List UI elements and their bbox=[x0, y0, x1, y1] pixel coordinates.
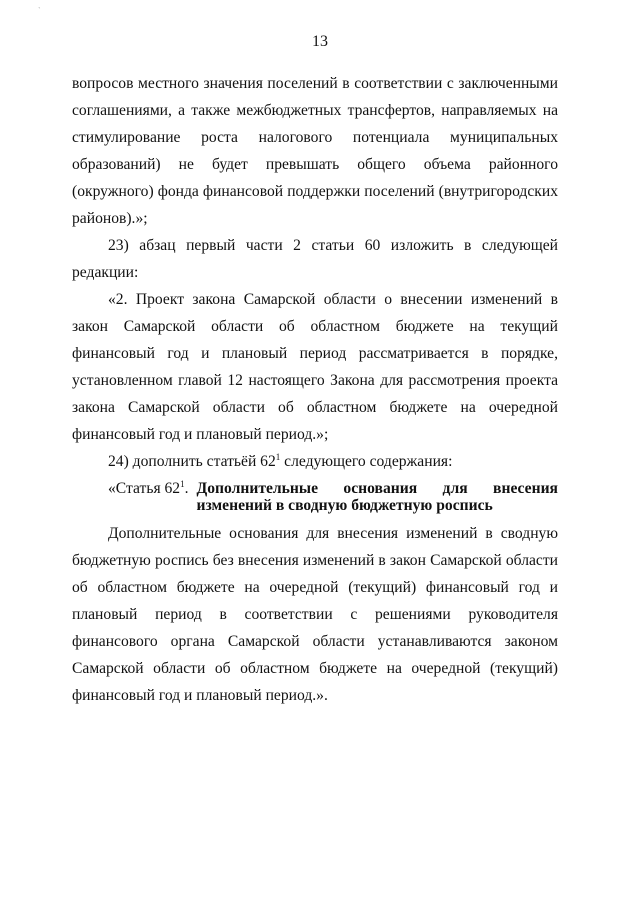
paragraph-quoted-part-2: «2. Проект закона Самарской области о внесении изменений в закон Самарской области об областном бюджете на текущий финансовый год и плановый период рассматривается в порядке, установленном главой 12 настоящего Закона для рассмотрения проекта закона Самарской области об областном бюджете на очередной финансовый год и плановый период.»; bbox=[72, 291, 558, 443]
article-label-text: «Статья 62 bbox=[108, 480, 181, 497]
paragraph-item-24 bbox=[72, 448, 558, 475]
article-label-superscript: 1 bbox=[180, 479, 185, 489]
paragraph-continuation: вопросов местного значения поселений в соответствии с заключенными соглашениями, а также межбюджетных трансфертов, направляемых на стимулирование роста налогового потенциала муниципальных образований) не будет превышать общего объема районного (окружного) фонда финансовой поддержки поселений (внутригородских районов).»; bbox=[72, 75, 558, 227]
item-24-superscript: 1 bbox=[275, 452, 281, 462]
article-heading bbox=[72, 475, 558, 514]
page-number: 13 bbox=[312, 33, 328, 50]
article-label bbox=[72, 475, 189, 514]
item-24-text-end: следующего содержания: bbox=[280, 453, 453, 470]
article-label-dot: . bbox=[184, 480, 189, 497]
paragraph-article-body: Дополнительные основания для внесения изменений в сводную бюджетную роспись без внесения изменений в закон Самарской области об областном бюджете на очередной (текущий) финансовый год и плановый период в соответствии с решениями руководителя финансового органа Самарской области устанавливаются законом Самарской области об областном бюджете на очередной (текущий) финансовый год и плановый период.». bbox=[72, 525, 558, 704]
document-body bbox=[72, 70, 558, 709]
item-24-text: 24) дополнить статьёй 62 bbox=[108, 453, 276, 470]
scan-mark: ` bbox=[38, 6, 41, 15]
paragraph-item-23: 23) абзац первый части 2 статьи 60 изложить в следующей редакции: bbox=[72, 237, 558, 281]
article-title: Дополнительные основания для внесения изменений в сводную бюджетную роспись bbox=[196, 480, 558, 514]
